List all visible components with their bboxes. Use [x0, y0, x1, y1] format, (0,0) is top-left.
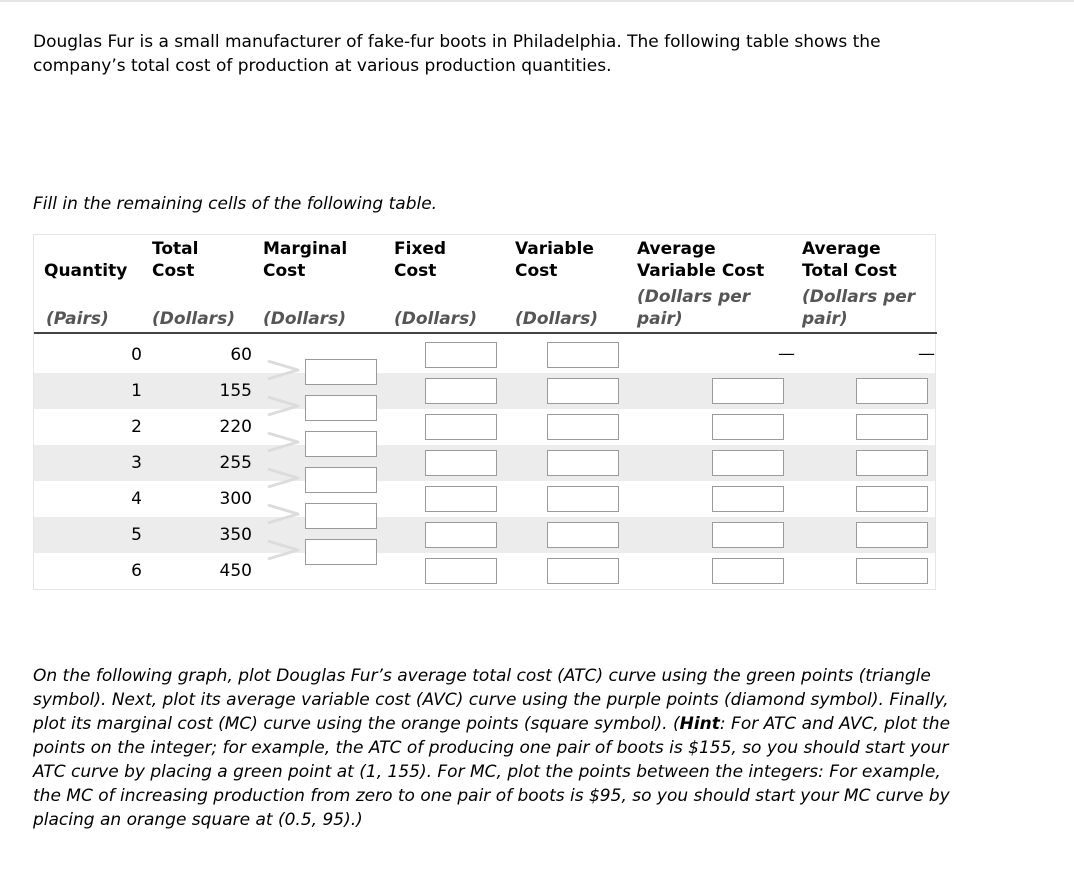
marginal-cost-input[interactable]: [305, 539, 377, 565]
header-total-cost-line2: Cost: [152, 261, 195, 281]
header-marginal-cost-line2: Cost: [263, 261, 306, 281]
total-cost-cell: 450: [219, 561, 252, 581]
fixed-cost-input[interactable]: [425, 450, 497, 476]
atc-input[interactable]: [856, 522, 928, 548]
quantity-cell: 2: [131, 417, 142, 437]
atc-dash: —: [918, 344, 935, 364]
arrow-right-icon: [266, 539, 302, 561]
unit-avc-line2: pair): [637, 309, 683, 329]
variable-cost-input[interactable]: [547, 378, 619, 404]
instructions-part2: : For ATC and AVC, plot the points on the integer; for example, the ATC of producing one pair of boots is $155, so you should start your ATC curve by placing a green point at (1, 155). For MC, plot the points between the integers: For example, the MC of increasing production from zero to one pair of boots is $95, so you should start your MC curve by placing an orange square at (0.5, 95).): [33, 714, 951, 830]
arrow-right-icon: [266, 395, 302, 417]
header-rule: [34, 332, 937, 334]
fixed-cost-input[interactable]: [425, 558, 497, 584]
header-avc-line2: Variable Cost: [637, 261, 765, 281]
header-atc-line1: Average: [802, 239, 881, 259]
total-cost-cell: 300: [219, 489, 252, 509]
arrow-right-icon: [266, 359, 302, 381]
marginal-cost-input[interactable]: [305, 431, 377, 457]
intro-text: Douglas Fur is a small manufacturer of fake-fur boots in Philadelphia. The following table shows the company’s total cost of production at various production quantities.: [33, 32, 881, 76]
quantity-cell: 5: [131, 525, 142, 545]
quantity-cell: 0: [131, 345, 142, 365]
table-row: [34, 409, 935, 445]
fixed-cost-input[interactable]: [425, 378, 497, 404]
header-fixed-cost-line1: Fixed: [394, 239, 447, 259]
variable-cost-input[interactable]: [547, 558, 619, 584]
header-fixed-cost-line2: Cost: [394, 261, 437, 281]
marginal-cost-input[interactable]: [305, 503, 377, 529]
header-marginal-cost-line1: Marginal: [263, 239, 348, 259]
unit-atc-line2: pair): [802, 309, 848, 329]
total-cost-cell: 155: [219, 381, 252, 401]
instructions-part1: On the following graph, plot Douglas Fur’s average total cost (ATC) curve using the green points (triangle symbol). Next, plot its average variable cost (AVC) curve using the purple points (diamond symbol). Finally, plot its marginal cost (MC) curve using the orange points (square symbol). (: [33, 666, 949, 734]
unit-quantity: (Pairs): [46, 309, 109, 329]
avc-input[interactable]: [712, 522, 784, 548]
header-quantity: Quantity: [44, 261, 128, 281]
avc-input[interactable]: [712, 450, 784, 476]
table-row: [34, 553, 935, 589]
arrow-right-icon: [266, 503, 302, 525]
unit-total-cost: (Dollars): [152, 309, 235, 329]
table-row: [34, 517, 935, 553]
fill-table-prompt: Fill in the remaining cells of the following table.: [33, 194, 438, 214]
unit-fixed-cost: (Dollars): [394, 309, 477, 329]
fixed-cost-input[interactable]: [425, 414, 497, 440]
top-divider: [0, 0, 1074, 2]
table-row: [34, 373, 935, 409]
avc-input[interactable]: [712, 486, 784, 512]
total-cost-cell: 350: [219, 525, 252, 545]
header-atc-line2: Total Cost: [802, 261, 897, 281]
cost-table: [33, 234, 936, 590]
avc-input[interactable]: [712, 414, 784, 440]
variable-cost-input[interactable]: [547, 450, 619, 476]
variable-cost-input[interactable]: [547, 486, 619, 512]
quantity-cell: 1: [131, 381, 142, 401]
marginal-cost-input[interactable]: [305, 395, 377, 421]
quantity-cell: 4: [131, 489, 142, 509]
unit-variable-cost: (Dollars): [515, 309, 598, 329]
avc-input[interactable]: [712, 378, 784, 404]
total-cost-cell: 255: [219, 453, 252, 473]
fixed-cost-input[interactable]: [425, 486, 497, 512]
unit-atc-line1: (Dollars per: [802, 287, 916, 307]
table-row: [34, 481, 935, 517]
avc-input[interactable]: [712, 558, 784, 584]
arrow-right-icon: [266, 431, 302, 453]
atc-input[interactable]: [856, 558, 928, 584]
header-avc-line1: Average: [637, 239, 716, 259]
atc-input[interactable]: [856, 450, 928, 476]
unit-marginal-cost: (Dollars): [263, 309, 346, 329]
marginal-cost-input[interactable]: [305, 467, 377, 493]
table-row: [34, 445, 935, 481]
atc-input[interactable]: [856, 414, 928, 440]
atc-input[interactable]: [856, 486, 928, 512]
header-variable-cost-line2: Cost: [515, 261, 558, 281]
header-total-cost-line1: Total: [152, 239, 199, 259]
hint-label: Hint: [679, 714, 720, 734]
arrow-right-icon: [266, 467, 302, 489]
avc-dash: —: [778, 344, 795, 364]
fixed-cost-input[interactable]: [425, 342, 497, 368]
variable-cost-input[interactable]: [547, 414, 619, 440]
variable-cost-input[interactable]: [547, 522, 619, 548]
table-row: [34, 337, 935, 373]
quantity-cell: 6: [131, 561, 142, 581]
variable-cost-input[interactable]: [547, 342, 619, 368]
graph-instructions: [33, 664, 953, 832]
total-cost-cell: 220: [219, 417, 252, 437]
atc-input[interactable]: [856, 378, 928, 404]
fixed-cost-input[interactable]: [425, 522, 497, 548]
unit-avc-line1: (Dollars per: [637, 287, 751, 307]
quantity-cell: 3: [131, 453, 142, 473]
total-cost-cell: 60: [230, 345, 252, 365]
header-variable-cost-line1: Variable: [515, 239, 594, 259]
marginal-cost-input[interactable]: [305, 359, 377, 385]
